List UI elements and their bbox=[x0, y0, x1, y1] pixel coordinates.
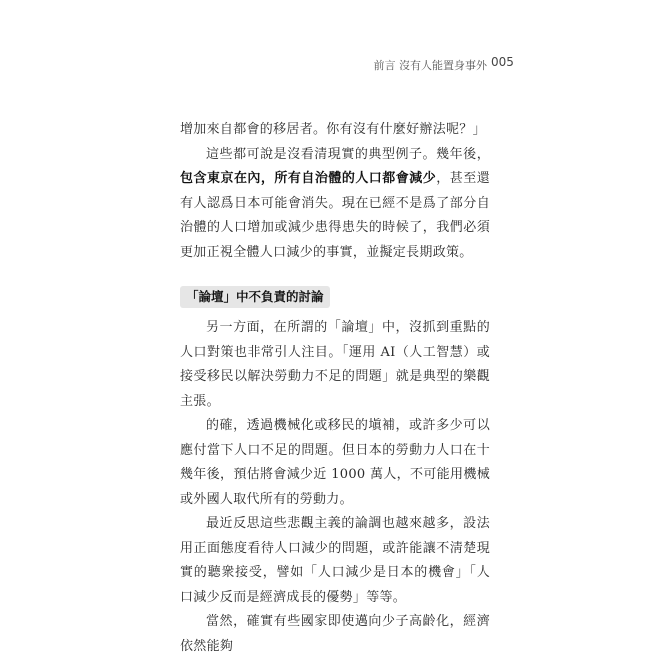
paragraph-4-number: 1000 bbox=[331, 467, 366, 482]
paragraph-2 bbox=[180, 143, 490, 266]
page-number: 005 bbox=[491, 55, 514, 69]
paragraph-5: 最近反思這些悲觀主義的論調也越來越多，設法用正面態度看待人口減少的問題，或許能讓不淸楚現實的聽衆接受，譬如「人口減少是日本的機會」「人口減少反而是經濟成長的優勢」等等。 bbox=[180, 516, 490, 605]
paragraph-4-part-b: 萬人，不可能用機械或外國人取代所有的勞動力。 bbox=[180, 467, 491, 507]
paragraph-6: 當然，確實有些國家即使邁向少子高齡化，經濟依然能夠 bbox=[180, 614, 490, 654]
paragraph-1: 增加來自都會的移居者。你有沒有什麼好辦法呢？」 bbox=[180, 122, 486, 137]
paragraph-3 bbox=[180, 316, 490, 414]
paragraph-2-part-a: 這些都可說是沒看清現實的典型例子。幾年後， bbox=[206, 146, 490, 162]
section-heading: 「論壇」中不負責的討論 bbox=[180, 286, 330, 308]
body-text bbox=[180, 118, 490, 659]
paragraph-4 bbox=[180, 414, 490, 512]
paragraph-2-part-b: ，甚至還有人認爲日本可能會消失。現在已經不是爲了部分自治體的人口增加或減少患得患失的時候了，我們必須更加正視全體人口減少的事實，並擬定長期政策。 bbox=[180, 171, 491, 260]
paragraph-3-ai: AI bbox=[380, 344, 396, 360]
paragraph-3-part-a: 另一方面，在所謂的「論壇」中，沒抓到重點的人口對策也非常引人注目。「運用 bbox=[180, 320, 490, 360]
paragraph-2-bold: 包含東京在內，所有自治體的人口都會減少 bbox=[180, 171, 437, 186]
paragraph-3-part-b: （人工智慧）或接受移民以解決勞動力不足的問題」就是典型的樂觀主張。 bbox=[180, 344, 490, 409]
running-header-title: 前言 沒有人能置身事外 bbox=[373, 59, 487, 72]
paragraph-4-part-a: 的確，透過機械化或移民的塡補，或許多少可以應付當下人口不足的問題。但日本的勞動力人口在十幾年後，預估將會減少近 bbox=[180, 418, 490, 482]
